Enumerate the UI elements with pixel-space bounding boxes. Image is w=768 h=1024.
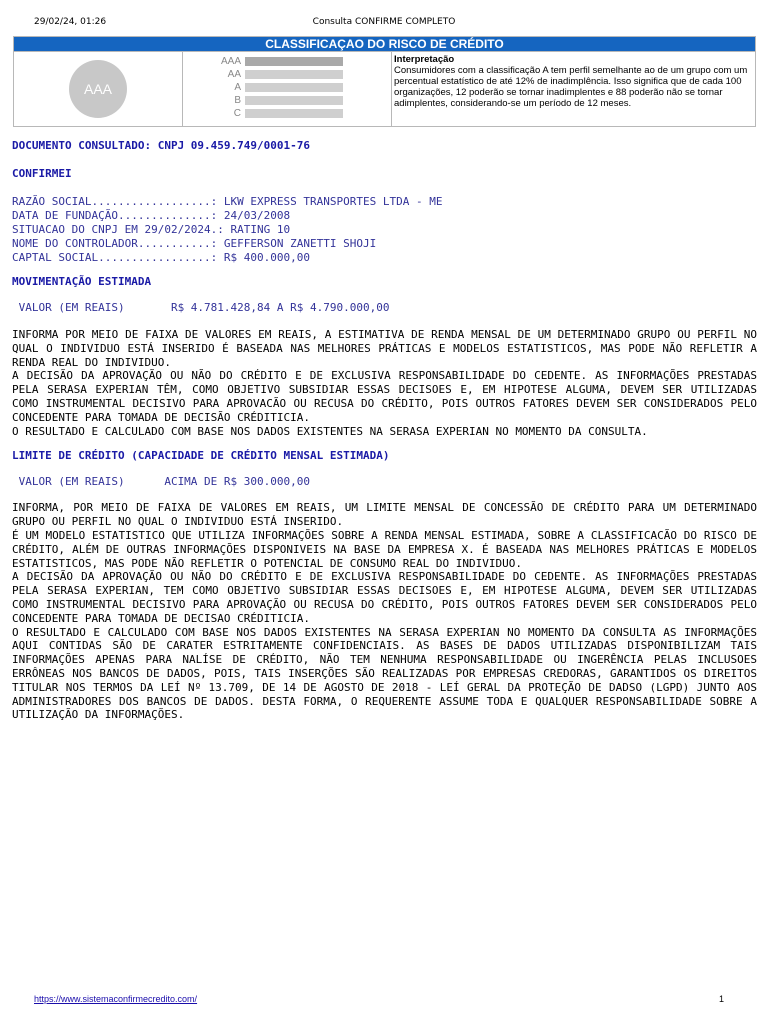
risk-title: CLASSIFICAÇAO DO RISCO DE CRÉDITO: [14, 37, 755, 51]
scale-bar: [245, 83, 343, 92]
scale-bar: [245, 70, 343, 79]
field-value: RATING 10: [230, 223, 291, 236]
limite-text-2: É UM MODELO ESTATISTICO QUE UTILIZA INFORMAÇÕES SOBRE A RENDA MENSAL ESTIMADA, SOBRE A CLASSIFICACÃO DO RISCO DE CRÉDITO, ALÉM DE OUTRAS INFORMAÇÕES DISPONIVEIS NA BASE DA EMPRESA X. É BASEADA NAS MELHORES PRÁTICAS E MODELOS ESTATISTICOS, MAS PODE NÃO REFLETIR O POTENCIAL DE CONSUMO REAL DO INDIVIDUO.: [12, 528, 757, 570]
field-razao-social: [12, 195, 757, 209]
risk-scale: [183, 52, 392, 126]
movimentacao-text-1: INFORMA POR MEIO DE FAIXA DE VALORES EM REAIS, A ESTIMATIVA DE RENDA MENSAL DE UM DETERMINADO GRUPO OU PERFIL NO QUAL O INDIVIDUO ESTÁ INSERIDO É BASEADA NAS MELHORES PRÁTICAS E MODELOS ESTATISTICOS, MAS PODE NÃO REFLETIR A RENDA REAL DO INDIVIDUO.: [12, 328, 757, 369]
print-title: Consulta CONFIRME COMPLETO: [312, 17, 456, 27]
risk-rating-badge: AAA: [69, 60, 127, 118]
field-label: RAZÃO SOCIAL..................:: [12, 195, 224, 208]
movimentacao-text-3: O RESULTADO E CALCULADO COM BASE NOS DADOS EXISTENTES NA SERASA EXPERIAN NO MOMENTO DA CONSULTA.: [12, 424, 648, 438]
field-label: CAPTAL SOCIAL.................:: [12, 251, 224, 264]
field-value: 24/03/2008: [223, 209, 291, 222]
scale-row-a: [183, 81, 391, 94]
risk-classification-box: [13, 36, 756, 127]
consulted-document: DOCUMENTO CONSULTADO: CNPJ 09.459.749/0001-76: [12, 139, 311, 152]
scale-row-aa: [183, 68, 391, 81]
field-controlador: [12, 237, 757, 251]
page-number: 1: [719, 994, 725, 1004]
scale-row-c: [183, 107, 391, 120]
limite-value: VALOR (EM REAIS) ACIMA DE R$ 300.000,00: [12, 475, 311, 489]
field-label: DATA DE FUNDAÇÃO..............:: [12, 209, 224, 222]
risk-body: [14, 51, 755, 126]
scale-row-b: [183, 94, 391, 107]
scale-bar: [245, 96, 343, 105]
section-confirmei: CONFIRMEI: [12, 167, 72, 180]
scale-bar: [245, 109, 343, 118]
scale-label: A: [234, 82, 241, 93]
scale-label: AAA: [220, 56, 241, 67]
print-header: [0, 17, 768, 31]
movimentacao-text-2: A DECISÃO DA APROVAÇÃO OU NÃO DO CRÉDITO E DE EXCLUSIVA RESPONSABILIDADE DO CEDENTE. AS INFORMAÇÕES PRESTADAS PELA SERASA EXPERIAN TÊM, COMO OBJETIVO SUBSIDIAR ESSAS DECISOES E, EM HIPOTESE ALGUMA, DEVEM SER UTILIZADAS COMO INSTRUMENTAL DECISIVO PARA APROVACÃO OU RECUSA DO CRÉDITO, POIS OUTROS FATORES DEVEM SER CONSIDERADOS PELO CONCEDENTE PARA TOMADA DE DECISÃO CRÉDITICIA.: [12, 369, 757, 424]
field-label: SITUACAO DO CNPJ EM 29/02/2024.:: [12, 223, 231, 236]
limite-text-1: INFORMA, POR MEIO DE FAIXA DE VALORES EM REAIS, UM LIMITE MENSAL DE CONCESSÃO DE CRÉDITO PARA UM DETERMINADO GRUPO OU PERFIL NO QUAL O INDIVIDUO ESTÁ INSERIDO.: [12, 501, 757, 529]
report-body: [12, 139, 757, 722]
print-footer: [0, 994, 768, 1008]
field-label: NOME DO CONTROLADOR...........:: [12, 237, 224, 250]
field-capital-social: [12, 251, 757, 265]
field-value: R$ 400.000,00: [223, 251, 311, 264]
limite-text-3: A DECISÃO DA APROVAÇÃO OU NÃO DO CRÉDITO E DE EXCLUSIVA RESPONSABILIDADE DO CEDENTE. AS INFORMAÇÕES PRESTADAS PELA SERASA EXPERIAN, TEM COMO OBJETIVO SUBSIDIAR ESSAS DECISOES E, EM HIPOTESE ALGUMA, DEVEM SER UTILIZADAS COMO INSTRUMENTAL DECISIVO PARA APROVAÇÃO OU RECUSA DO CRÉDITO, POIS OUTROS FATORES DEVEM SER CONSIDERADOS PELO CONCEDENTE PARA TOMADA DE DECISAO CRÉDITICIA.: [12, 570, 757, 625]
section-limite-title: LIMITE DE CRÉDITO (CAPACIDADE DE CRÉDITO MENSAL ESTIMADA): [12, 449, 390, 463]
field-data-fundacao: [12, 209, 757, 223]
scale-label: AA: [227, 69, 241, 80]
risk-interpretation: [392, 52, 755, 126]
field-value: LKW EXPRESS TRANSPORTES LTDA - ME: [223, 195, 443, 208]
section-movimentacao-title: MOVIMENTAÇÃO ESTIMADA: [12, 275, 152, 288]
scale-bar: [245, 57, 343, 66]
field-situacao-cnpj: [12, 223, 757, 237]
footer-url-link[interactable]: https://www.sistemaconfirmecredito.com/: [34, 994, 198, 1004]
field-value: GEFFERSON ZANETTI SHOJI: [223, 237, 377, 250]
print-date: 29/02/24, 01:26: [34, 17, 107, 27]
scale-label: B: [234, 95, 241, 106]
interpretation-title: Interpretação: [394, 54, 455, 65]
risk-badge-cell: [14, 52, 183, 126]
scale-label: C: [233, 108, 241, 119]
movimentacao-value: VALOR (EM REAIS) R$ 4.781.428,84 A R$ 4.790.000,00: [12, 301, 390, 314]
interpretation-text: Consumidores com a classificação A tem perfil semelhante ao de um grupo com um percentual estatístico de até 12% de inadimplência. Isso significa que de cada 100 organizações, 12 poderão se tornar inadimplentes e 88 poderão não se tornar adimplentes, considerando-se um período de 12 meses.: [394, 65, 748, 109]
scale-row-aaa: [183, 55, 391, 68]
limite-text-4: O RESULTADO E CALCULADO COM BASE NOS DADOS EXISTENTES NA SERASA EXPERIAN NO MOMENTO DA CONSULTA AS INFORMAÇÕES AQUI CONTIDAS SÃO DE CARATER ESTRITAMENTE CONFIDENCIAIS. AS BASES DE DADOS UTILIZADAS DISPONIBILIZAM TAIS INFORMAÇÕES APENAS PARA NALÍSE DE CRÉDITO, NÃO TEM NENHUMA RESPONSABILIDADE OU INGERÊNCIA PELAS INCLUSOES ERRÔNEAS NOS BANCOS DE DADOS, POIS, TAIS INSERÇÕES SÃO REALIZADAS POR EMPRESAS CREDORAS, GARANTIDOS OS DIREITOS TITULAR NOS TERMOS DA LEÍ Nº 13.709, DE 14 DE AGOSTO DE 2018 - LEÍ GERAL DA PROTEÇÃO DE DADSO (LGPD) JUNTO AOS ADMINISTRADORES DOS BANCOS DE DADOS. DESTA FORMA, O REQUERENTE ASSUME TODA E QUALQUER RESPONSABILIDADE SOBRE A UTILIZAÇÃO DA INFORMAÇÕES.: [12, 625, 757, 722]
